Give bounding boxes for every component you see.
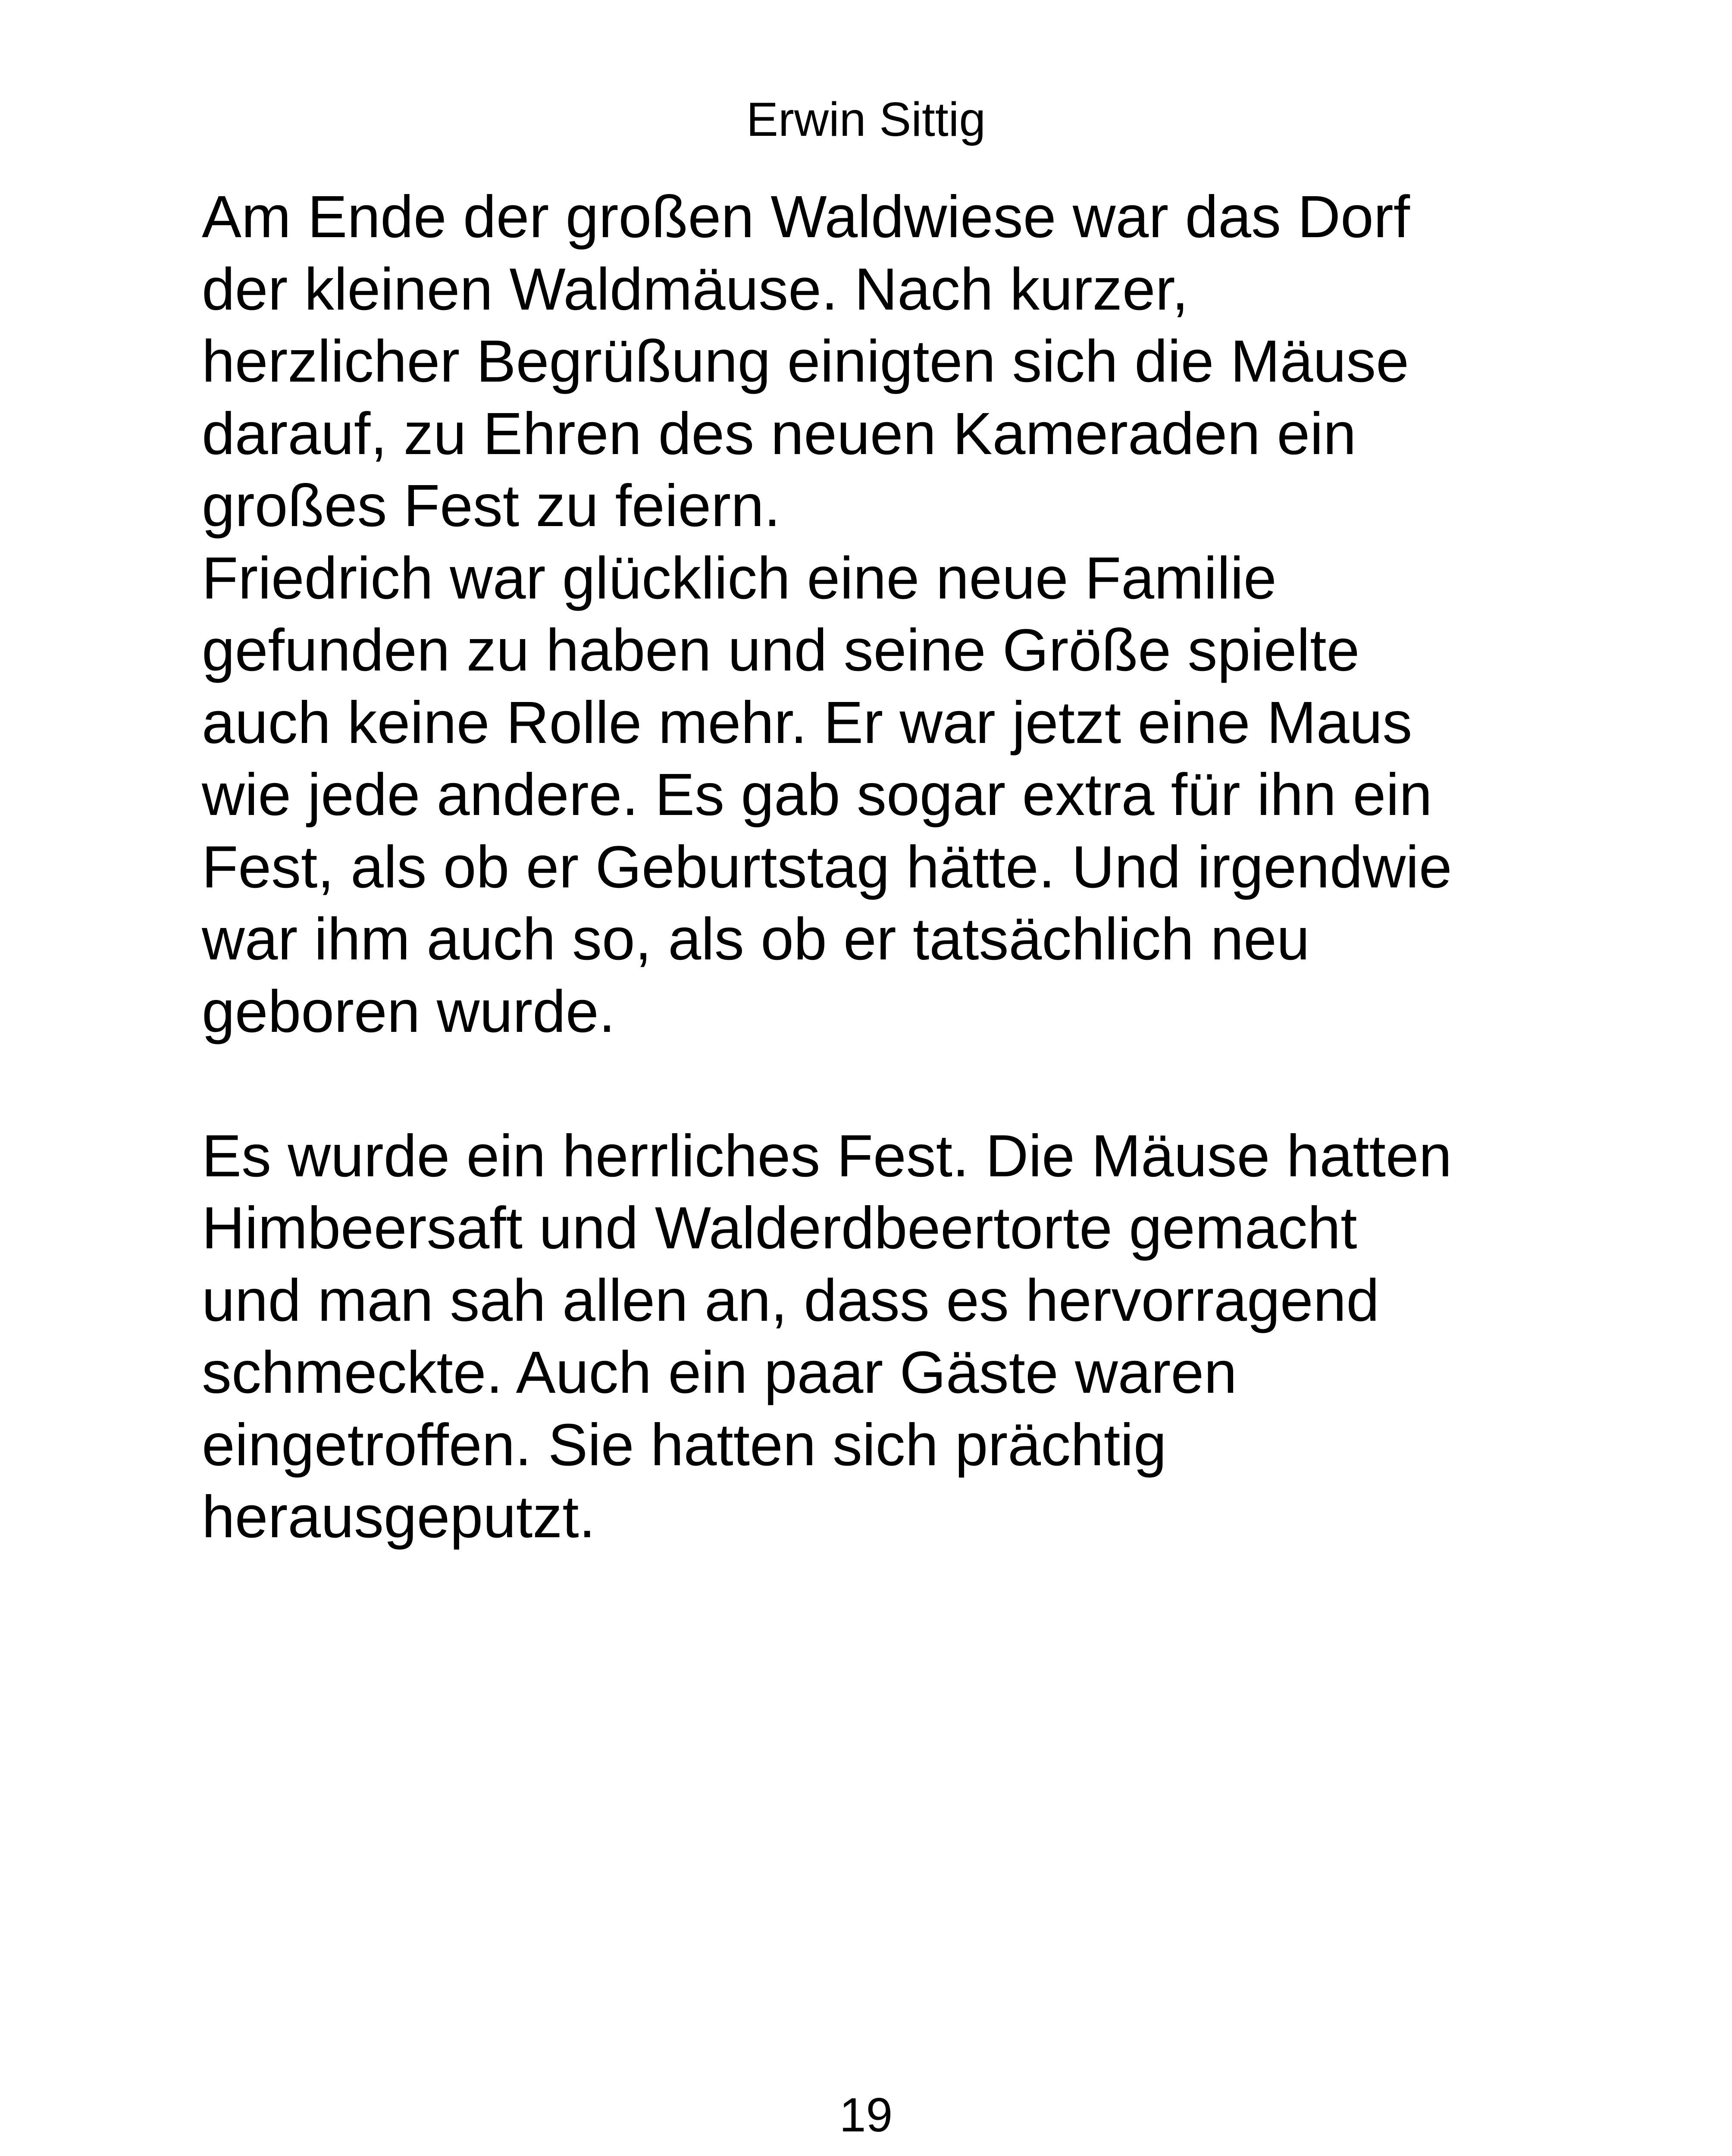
body-text (202, 181, 1590, 1554)
text-line: und man sah allen an, dass es hervorragend (202, 1267, 1380, 1334)
paragraph (202, 1120, 1590, 1554)
page-header-author: Erwin Sittig (746, 93, 986, 146)
text-line: herzlicher Begrüßung einigten sich die Mäuse (202, 328, 1409, 395)
paragraph (202, 181, 1590, 542)
text-line: geboren wurde. (202, 978, 615, 1045)
page-number: 19 (839, 2088, 893, 2142)
text-line: der kleinen Waldmäuse. Nach kurzer, (202, 256, 1189, 323)
text-line: großes Fest zu feiern. (202, 473, 781, 539)
text-line: wie jede andere. Es gab sogar extra für ihn ein (202, 761, 1432, 828)
text-line: eingetroffen. Sie hatten sich prächtig (202, 1411, 1167, 1478)
text-line: Friedrich war glücklich eine neue Familie (202, 545, 1277, 611)
paragraph-spacer (202, 1048, 1590, 1120)
text-line: schmeckte. Auch ein paar Gäste waren (202, 1339, 1237, 1406)
text-line: Es wurde ein herrliches Fest. Die Mäuse hatten (202, 1122, 1452, 1189)
text-line: darauf, zu Ehren des neuen Kameraden ein (202, 400, 1356, 467)
text-line: war ihm auch so, als ob er tatsächlich neu (202, 906, 1310, 972)
text-line: Himbeersaft und Walderdbeertorte gemacht (202, 1195, 1357, 1261)
paragraph (202, 542, 1590, 1048)
text-line: auch keine Rolle mehr. Er war jetzt eine Maus (202, 689, 1413, 756)
text-line: Am Ende der großen Waldwiese war das Dorf (202, 184, 1410, 250)
text-line: gefunden zu haben und seine Größe spielte (202, 617, 1360, 683)
text-line: Fest, als ob er Geburtstag hätte. Und irgendwie (202, 834, 1452, 900)
text-line: herausgeputzt. (202, 1484, 595, 1550)
